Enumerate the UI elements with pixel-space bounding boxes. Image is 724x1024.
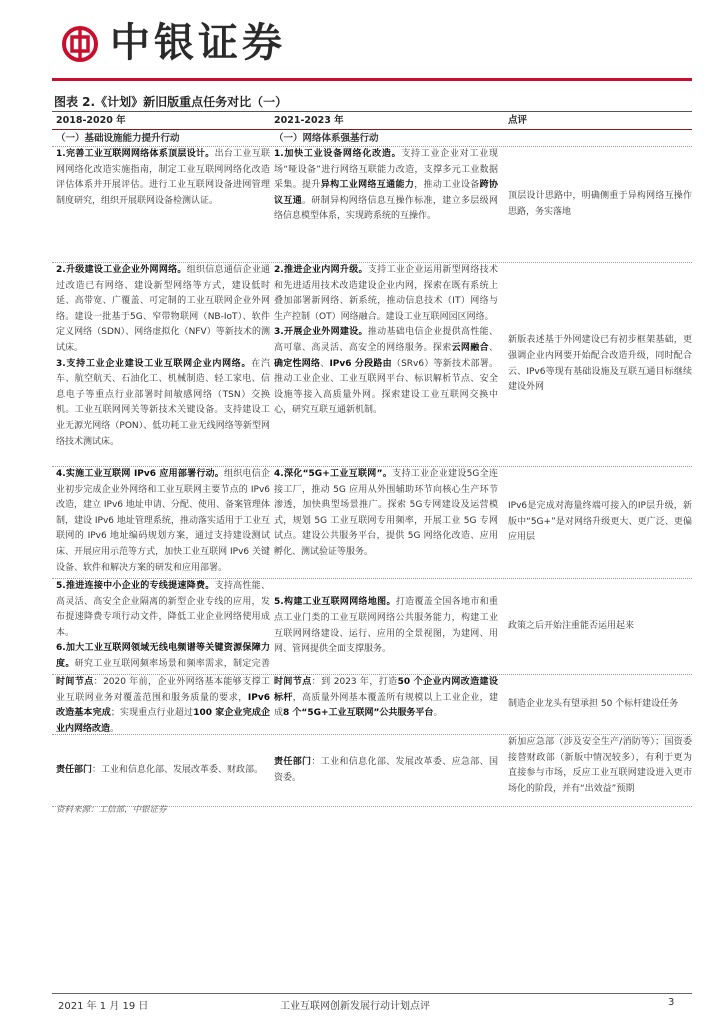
task-heading: 4.深化“5G+工业互联网”。 [274,469,393,479]
old-plan-cell [52,263,270,466]
comment-text: 顶层设计思路中，明确侧重于异构网络互操作思路，务实落地 [508,190,692,217]
old-plan-cell [52,467,270,578]
task-text: （SRv6）等新技术部署。推动工业企业、工业互联网平台、标识解析节点、安全设施等接入高质量外网。探索建设工业互联网交换中心，研究互联互通新机制。 [274,358,498,416]
table-row [52,263,692,467]
table-row [52,467,692,579]
task-text: 、 [488,342,498,353]
page-number: 3 [668,997,675,1008]
task-text: 。 [433,708,443,719]
table-header-row [52,113,692,130]
comment-cell [498,735,692,806]
task-emphasis: 异构工业网络互通能力 [320,180,415,191]
task-text: 支持工业企业对工业现场“哑设备”进行网络互联能力改造，支撑多元工业数据采集。提升 [274,149,498,191]
old-plan-cell [52,735,270,806]
comment-text: 新加应急部（涉及安全生产/消防等）；国资委接替财政部（新版中情况较多），有利于更为直接参与市场，反应工业互联网建设进入更市场化的阶段，并有“出效益”预期 [508,737,692,794]
new-plan-cell [270,675,498,734]
comment-cell [498,675,692,734]
header-2018-2020: 2018-2020 年 [56,115,126,126]
task-emphasis: 跨协议互通 [274,180,498,206]
task-heading: 2.升级建设工业企业外网网络。 [56,265,187,275]
comment-cell [498,579,692,674]
task-heading: 3.开展企业外网建设。 [274,327,368,338]
task-heading: 4.实施工业互联网 IPv6 应用部署行动。 [56,469,225,479]
task-text: ：工业和信息化部、发展改革委、应急部、国资委。 [274,756,498,783]
department-label: 责任部门 [56,764,93,775]
task-text: 、 [320,358,330,369]
department-label: 责任部门 [274,756,312,767]
task-text: 。研制异构网络信息互操作标准，建立多层级网络信息模型体系，实现跨系统的互操作。 [274,195,498,222]
task-text: ：到 2023 年，打造 [311,677,398,687]
timeline-label: 时间节点 [274,677,312,687]
comment-text: IPv6是完成对海量终端可接入的IP层升级，新版中“5G+”是对网络升级更大、更广泛、更偏应用层 [508,501,692,543]
comment-cell [498,467,692,578]
task-heading: 3.支持工业企业建设工业互联网企业内网络。 [56,358,252,369]
comment-cell [498,147,692,262]
task-text: ：工业和信息化部、发展改革委、财政部。 [92,764,264,775]
task-emphasis: 云网融合 [451,342,489,353]
task-emphasis: 8 个“5G+工业互联网”公共服务平台 [283,708,434,719]
header-comment: 点评 [508,115,528,126]
subheader-comment-empty [498,130,692,146]
timeline-label: 时间节点 [56,677,94,687]
bank-of-china-logo-icon [62,26,98,62]
task-text: 支持工业企业建设5G全连接工厂，推动 5G 应用从外围辅助环节向核心生产环节渗透，加快典型场景推广。探索 5G专网建设及运营模式，规划 5G 工业互联网专用频率，开展工业 5G 专网试点。建设公共服务平台，提供 5G 网络化改造、应用孵化、测试验证等服务。 [274,469,498,557]
new-plan-cell [270,147,498,262]
comment-cell [498,263,692,466]
task-text: 研究工业互联网频率场景和频率需求，制定完善 [74,658,270,669]
new-plan-cell [270,735,498,806]
table-row [52,675,692,735]
table-row [52,579,692,675]
task-heading: 1.完善工业互联网网络体系顶层设计。 [56,149,215,159]
task-heading: 5.构建工业互联网网络地图。 [274,597,396,608]
task-heading: 5.推进连接中小企业的专线提速降费。 [56,581,215,591]
task-heading: 2.推进企业内网升级。 [274,265,368,275]
task-text: 出台工业互联网网络化改造实施指南，制定工业互联网网络化改造评估体系并开展评估。进行工业互联网设备进网管理制度研究，组织开展联网设备检测认证。 [56,149,270,206]
comparison-table [52,113,692,807]
report-title: 工业互联网创新发展行动计划点评 [280,1001,430,1012]
footer-divider [52,993,692,994]
task-emphasis: 确定性网络 [274,358,321,369]
task-text: ，高质量外网基本覆盖所有规模以上工业企业，建成 [274,692,498,719]
task-text: 在汽车、航空航天、石油化工、机械制造、轻工家电、信息电子等重点行业部署时间敏感网络（TSN）交换机。工业互联网网关等新技术关键设备。支持建设工业无源光网络（PON）、低功耗工业无线网络等新型网络技术测试床。 [56,358,270,447]
new-plan-cell [270,263,498,466]
data-source: 资料来源：工信部，中银证券 [56,805,167,815]
old-plan-cell [52,579,270,674]
subheader-old: （一）基础设施能力提升行动 [56,133,180,144]
task-text: 推动基础电信企业提供高性能、高可靠、高灵活、高安全的网络服务。探索 [274,327,498,353]
comment-text: 新版表述基于外网建设已有初步框架基础，更强调企业内网要开始配合改造升级，同时配合云、IPv6等现有基础设施及互联互通目标继续建设外网 [508,335,692,393]
task-text: 。 [110,723,120,734]
task-text: ，推动工业设备 [414,180,480,191]
subheader-new: （一）网络体系强基行动 [274,133,379,144]
task-emphasis: IPv6 改造基本完成 [56,692,270,719]
task-text: ；实现重点行业超过 [110,708,194,719]
comment-text: 政策之后开始注重能否运用起来 [508,620,635,631]
brand-name: 中银证券 [110,19,286,66]
task-text: 支持工业企业运用新型网络技术和先进适用技术改造建设企业内网，探索在既有系统上叠加部署新网络、新系统，推动信息技术（IT）网络与生产控制（OT）网络融合。建设工业互联网园区网络。 [274,265,498,322]
header-divider [52,78,692,81]
report-date: 2021 年 1 月 19 日 [58,1001,149,1012]
figure-title: 图表 2.《计划》新旧版重点任务对比（一） [54,95,288,109]
task-text: ：2020 年前，企业外网络基本能够支撑工业互联网业务对覆盖范围和服务质量的要求， [56,677,270,703]
task-heading: 6.加大工业互联网领域无线电频谱等关键资源保障力度。 [56,643,270,669]
new-plan-cell [270,579,498,674]
header-2021-2023: 2021-2023 年 [274,115,344,126]
page-header [52,14,692,74]
table-row [52,735,692,807]
old-plan-cell [52,675,270,734]
task-emphasis: 100 家企业完成企业内网络改造 [56,708,270,734]
old-plan-cell [52,147,270,262]
title-divider [52,111,692,112]
task-emphasis: IPv6 分段路由 [329,358,392,369]
task-emphasis: 50 个企业内网改造建设标杆 [274,677,498,703]
table-row [52,147,692,263]
new-plan-cell [270,467,498,578]
comment-text: 制造企业龙头有望承担 50 个标杆建设任务 [508,698,679,709]
task-text: 支持高性能、高灵活、高安全企业隔离的新型企业专线的应用，发布提速降费专项行动文件，降低工业企业网络使用成本。 [56,581,270,638]
task-text: 组织电信企业初步完成企业外网络和工业互联网主要节点的 IPv6 改造，建立 IPv6 地址申请、分配、使用、备案管理体制，建设 IPv6 地址管理系统，推动落实适用于工业互联网的 IPv6 地址编码规划方案，通过支持建设测试床、开展应用示范等方式，加快工业互联网 IPv6 关键设备、软件和解决方案的研发和应用部署。 [56,469,270,573]
table-subheader-row [52,130,692,147]
task-text: 打造覆盖全国各地市和重点工业门类的工业互联网网络公共服务能力，构建工业互联网网络建设、运行、应用的全景视图，为建网、用网、管网提供全面支撑服务。 [274,597,498,655]
task-heading: 1.加快工业设备网络化改造。 [274,149,402,159]
task-text: 组织信息通信企业通过改造已有网络、建设新型网络等方式，建设低时延、高带宽、广覆盖、可定制的工业互联网企业外网络。建设一批基于5G、窄带物联网（NB-IoT）、软件定义网络（SDN）、网络虚拟化（NFV）等新技术的测试床。 [56,265,270,353]
